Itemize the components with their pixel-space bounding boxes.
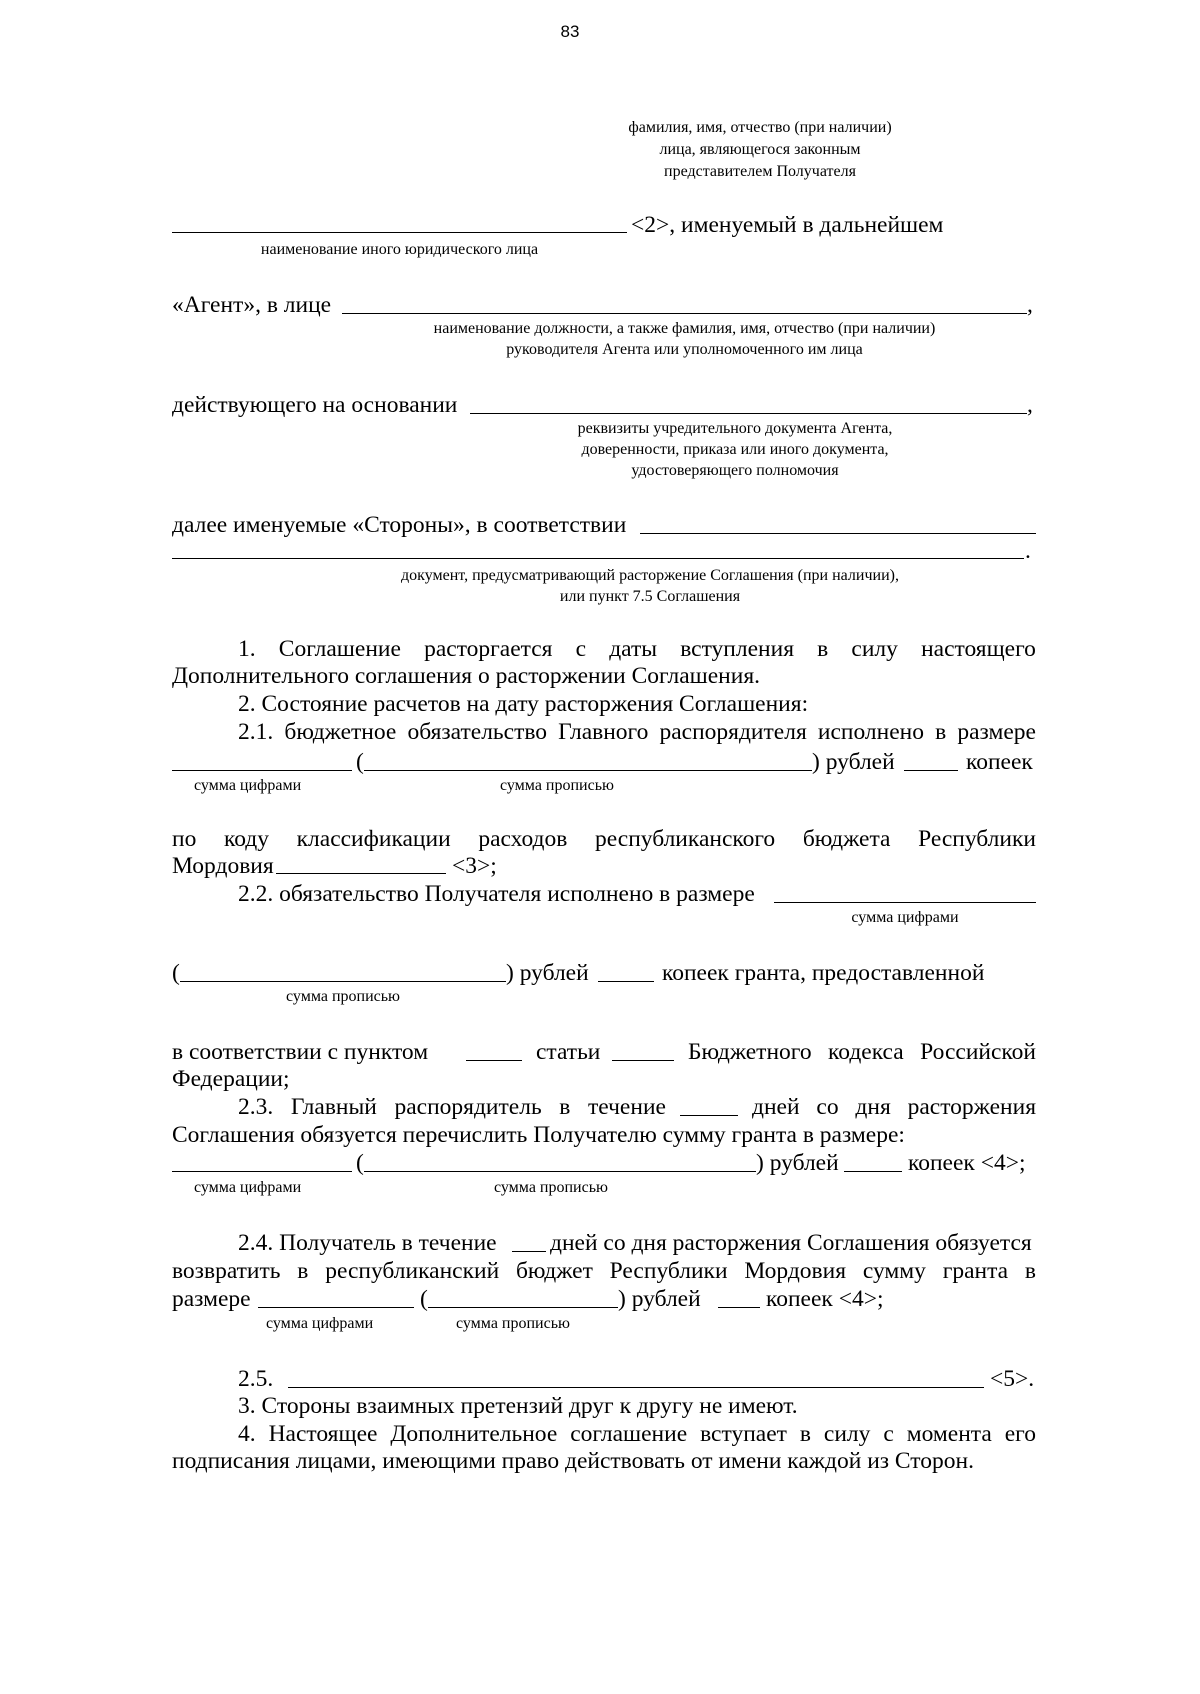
para-2-1-code-word: по: [172, 826, 197, 852]
agent-head-blank[interactable]: [342, 313, 1027, 314]
para-1-word: Соглашение: [278, 636, 401, 662]
mordovia-label: Мордовия: [172, 853, 274, 879]
acting-basis-comma: ,: [1027, 392, 1033, 418]
para-1-line-1: [238, 635, 1036, 663]
para-4-word: его: [1004, 1421, 1036, 1447]
caption-sum-digits: сумма цифрами: [194, 1179, 302, 1196]
para-2-3-line-2: Соглашения обязуется перечислить Получателю сумму гранта в размере:: [172, 1122, 905, 1148]
para-4-word: силу: [823, 1421, 871, 1447]
budget-code-word: Бюджетного: [688, 1039, 812, 1065]
ref-3: <3>;: [452, 853, 497, 879]
para-2-5-number: 2.5.: [238, 1366, 274, 1392]
clause-number-blank[interactable]: [466, 1060, 522, 1061]
caption-legal-rep-line2: лица, являющегося законным: [659, 141, 861, 158]
budget-code-word: Российской: [920, 1039, 1036, 1065]
recipient-kopecks-blank[interactable]: [598, 981, 654, 982]
para-4-word: вступает: [700, 1421, 787, 1447]
para-2-3-word: дня: [855, 1094, 891, 1120]
transfer-sum-digits-blank[interactable]: [172, 1171, 352, 1172]
para-2-4-start: 2.4. Получатель в течение: [238, 1230, 497, 1256]
para-1-word: 1.: [238, 636, 256, 662]
para-4-word: с: [883, 1421, 894, 1447]
para-2-1-word: 2.1.: [238, 719, 274, 745]
recipient-sum-words-blank[interactable]: [180, 981, 506, 982]
federation-label: Федерации;: [172, 1066, 290, 1092]
para-4-line-1: [238, 1420, 1036, 1448]
para-2-1-code-word: Республики: [918, 826, 1036, 852]
para-2-3-word: со: [816, 1094, 839, 1120]
para-2-1-word: исполнено: [817, 719, 924, 745]
para-2-4-word: возвратить: [172, 1258, 281, 1284]
caption-parties-line1: документ, предусматривающий расторжение Соглашения (при наличии),: [401, 567, 899, 584]
para-2-3-word: в: [559, 1094, 571, 1120]
rubles-label: ) рублей: [618, 1286, 701, 1312]
para-4-word: момента: [906, 1421, 992, 1447]
para-2-1-code-word: республиканского: [595, 826, 776, 852]
caption-sum-words: сумма прописью: [494, 1179, 608, 1196]
para-2-4-word: Республики: [609, 1258, 728, 1284]
para-2-3-word: 2.3.: [238, 1094, 274, 1120]
para-2-1-line-1: [238, 718, 1036, 746]
para-1-word: даты: [609, 636, 658, 662]
recipient-sum-digits-blank[interactable]: [774, 902, 1036, 903]
para-2: 2. Состояние расчетов на дату расторжения Соглашения:: [238, 691, 809, 717]
transfer-kopecks-blank[interactable]: [844, 1171, 902, 1172]
para-4-word: Настоящее: [268, 1421, 378, 1447]
para-2-1-code-word: бюджета: [802, 826, 891, 852]
para-4-word: соглашение: [570, 1421, 688, 1447]
agent-name-blank[interactable]: [172, 232, 627, 233]
caption-acting-basis-line3: удостоверяющего полномочия: [631, 462, 839, 479]
return-days-blank[interactable]: [512, 1251, 546, 1252]
budget-sum-digits-blank[interactable]: [172, 770, 352, 771]
para-2-1-word: распорядителя: [659, 719, 807, 745]
para-2-3-word: течение: [588, 1094, 666, 1120]
para-3: 3. Стороны взаимных претензий друг к другу не имеют.: [238, 1393, 798, 1419]
article-label: статьи: [536, 1039, 601, 1065]
caption-sum-words: сумма прописью: [500, 777, 614, 794]
kopecks-grant-text: копеек гранта, предоставленной: [662, 960, 985, 986]
return-kopecks-blank[interactable]: [718, 1307, 760, 1308]
para-1-word: настоящего: [921, 636, 1036, 662]
rubles-label: ) рублей: [756, 1150, 839, 1176]
budget-class-code-blank[interactable]: [276, 873, 446, 874]
para-2-4-word: бюджет: [515, 1258, 593, 1284]
page-number: 83: [560, 22, 580, 41]
para-2-4-word: Мордовия: [744, 1258, 847, 1284]
para-2-4-word: в: [297, 1258, 309, 1284]
caption-agent-name: наименование иного юридического лица: [260, 241, 539, 258]
parties-basis-blank-1[interactable]: [640, 533, 1036, 534]
rubles-label: ) рублей: [506, 960, 589, 986]
para-2-3-word: дней: [752, 1094, 800, 1120]
para-2-4-line-2: [172, 1257, 1036, 1285]
para-2-1-word: размере: [957, 719, 1036, 745]
paren-open: (: [356, 1150, 364, 1176]
caption-sum-words: сумма прописью: [456, 1315, 570, 1332]
budget-sum-words-blank[interactable]: [364, 770, 812, 771]
para-2-1-word: бюджетное: [284, 719, 397, 745]
para-2-2: 2.2. обязательство Получателя исполнено в размере: [238, 881, 755, 907]
budget-kopecks-blank[interactable]: [904, 770, 958, 771]
para-2-3-word: расторжения: [907, 1094, 1036, 1120]
caption-legal-rep-line3: представителем Получателя: [664, 163, 856, 180]
kopecks-ref-4: копеек <4>;: [908, 1150, 1026, 1176]
parties-period: .: [1025, 538, 1031, 564]
para-1-word: с: [575, 636, 587, 662]
para-2-4-word: республиканский: [325, 1258, 500, 1284]
paren-open: (: [356, 749, 364, 775]
para-1-word: силу: [851, 636, 898, 662]
para-2-3-left: [238, 1093, 666, 1121]
caption-agent-head-line2: руководителя Агента или уполномоченного им лица: [506, 341, 863, 358]
para-2-1-code-word: расходов: [478, 826, 568, 852]
caption-recipient-sum-words: сумма прописью: [286, 988, 400, 1005]
para-2-1-word: в: [935, 719, 947, 745]
para-4-word: 4.: [238, 1421, 256, 1447]
para-1-word: в: [817, 636, 829, 662]
para-2-1-code-word: классификации: [296, 826, 451, 852]
return-sum-words-blank[interactable]: [428, 1307, 618, 1308]
acting-basis-text: действующего на основании: [172, 392, 458, 418]
para-2-1-code-word: коду: [223, 826, 269, 852]
transfer-days-blank[interactable]: [680, 1115, 738, 1116]
para-2-1-code-line: [172, 825, 1036, 853]
article-number-blank[interactable]: [612, 1060, 674, 1061]
rubles-label: ) рублей: [812, 749, 895, 775]
acting-basis-blank[interactable]: [470, 413, 1027, 414]
budget-code-word: кодекса: [828, 1039, 904, 1065]
kopecks-ref-4: копеек <4>;: [766, 1286, 884, 1312]
para-4-line-2: подписания лицами, имеющими право действовать от имени каждой из Сторон.: [172, 1448, 974, 1474]
para-4-word: Дополнительное: [390, 1421, 558, 1447]
return-sum-digits-blank[interactable]: [258, 1307, 414, 1308]
accordance-text: в соответствии с пунктом: [172, 1039, 429, 1065]
para-2-1-word: обязательство: [407, 719, 548, 745]
para-2-4-word: гранта: [942, 1258, 1009, 1284]
caption-sum-digits: сумма цифрами: [266, 1315, 374, 1332]
razmere-label: размере: [172, 1286, 251, 1312]
para-2-4-rest: дней со дня расторжения Соглашения обязуется: [550, 1230, 1032, 1256]
paren-open: (: [172, 960, 180, 986]
para-2-3-word: распорядитель: [394, 1094, 542, 1120]
caption-agent-head-line1: наименование должности, а также фамилия, имя, отчество (при наличии): [433, 320, 936, 337]
kopecks-label: копеек: [966, 749, 1033, 775]
agent-in-person-text: «Агент», в лице: [172, 292, 332, 318]
para-2-1-word: Главного: [558, 719, 649, 745]
para-2-3-word: Главный: [290, 1094, 377, 1120]
transfer-sum-words-blank[interactable]: [364, 1171, 756, 1172]
caption-recipient-sum-digits: сумма цифрами: [851, 909, 959, 926]
para-1-word: расторгается: [424, 636, 553, 662]
agent-named-text: <2>, именуемый в дальнейшем: [631, 212, 944, 238]
caption-sum-digits: сумма цифрами: [194, 777, 302, 794]
paren-open: (: [420, 1286, 428, 1312]
parties-text: далее именуемые «Стороны», в соответствии: [172, 512, 627, 538]
caption-legal-rep-line1: фамилия, имя, отчество (при наличии): [628, 119, 892, 136]
budget-code-words: [688, 1038, 1036, 1066]
caption-parties-line2: или пункт 7.5 Соглашения: [559, 588, 741, 605]
para-4-word: в: [799, 1421, 811, 1447]
ref-5: <5>.: [990, 1366, 1035, 1392]
para-2-4-word: сумму: [862, 1258, 926, 1284]
parties-basis-blank-2[interactable]: [172, 558, 1024, 559]
para-2-5-blank[interactable]: [288, 1387, 984, 1388]
caption-acting-basis-line1: реквизиты учредительного документа Агента,: [577, 420, 893, 437]
para-1-line-2: Дополнительного соглашения о расторжении Соглашения.: [172, 663, 761, 689]
agent-in-person-comma: ,: [1027, 292, 1033, 318]
caption-acting-basis-line2: доверенности, приказа или иного документа,: [581, 441, 889, 458]
para-2-4-word: в: [1024, 1258, 1036, 1284]
para-2-3-right: [752, 1093, 1036, 1121]
para-1-word: вступления: [680, 636, 794, 662]
